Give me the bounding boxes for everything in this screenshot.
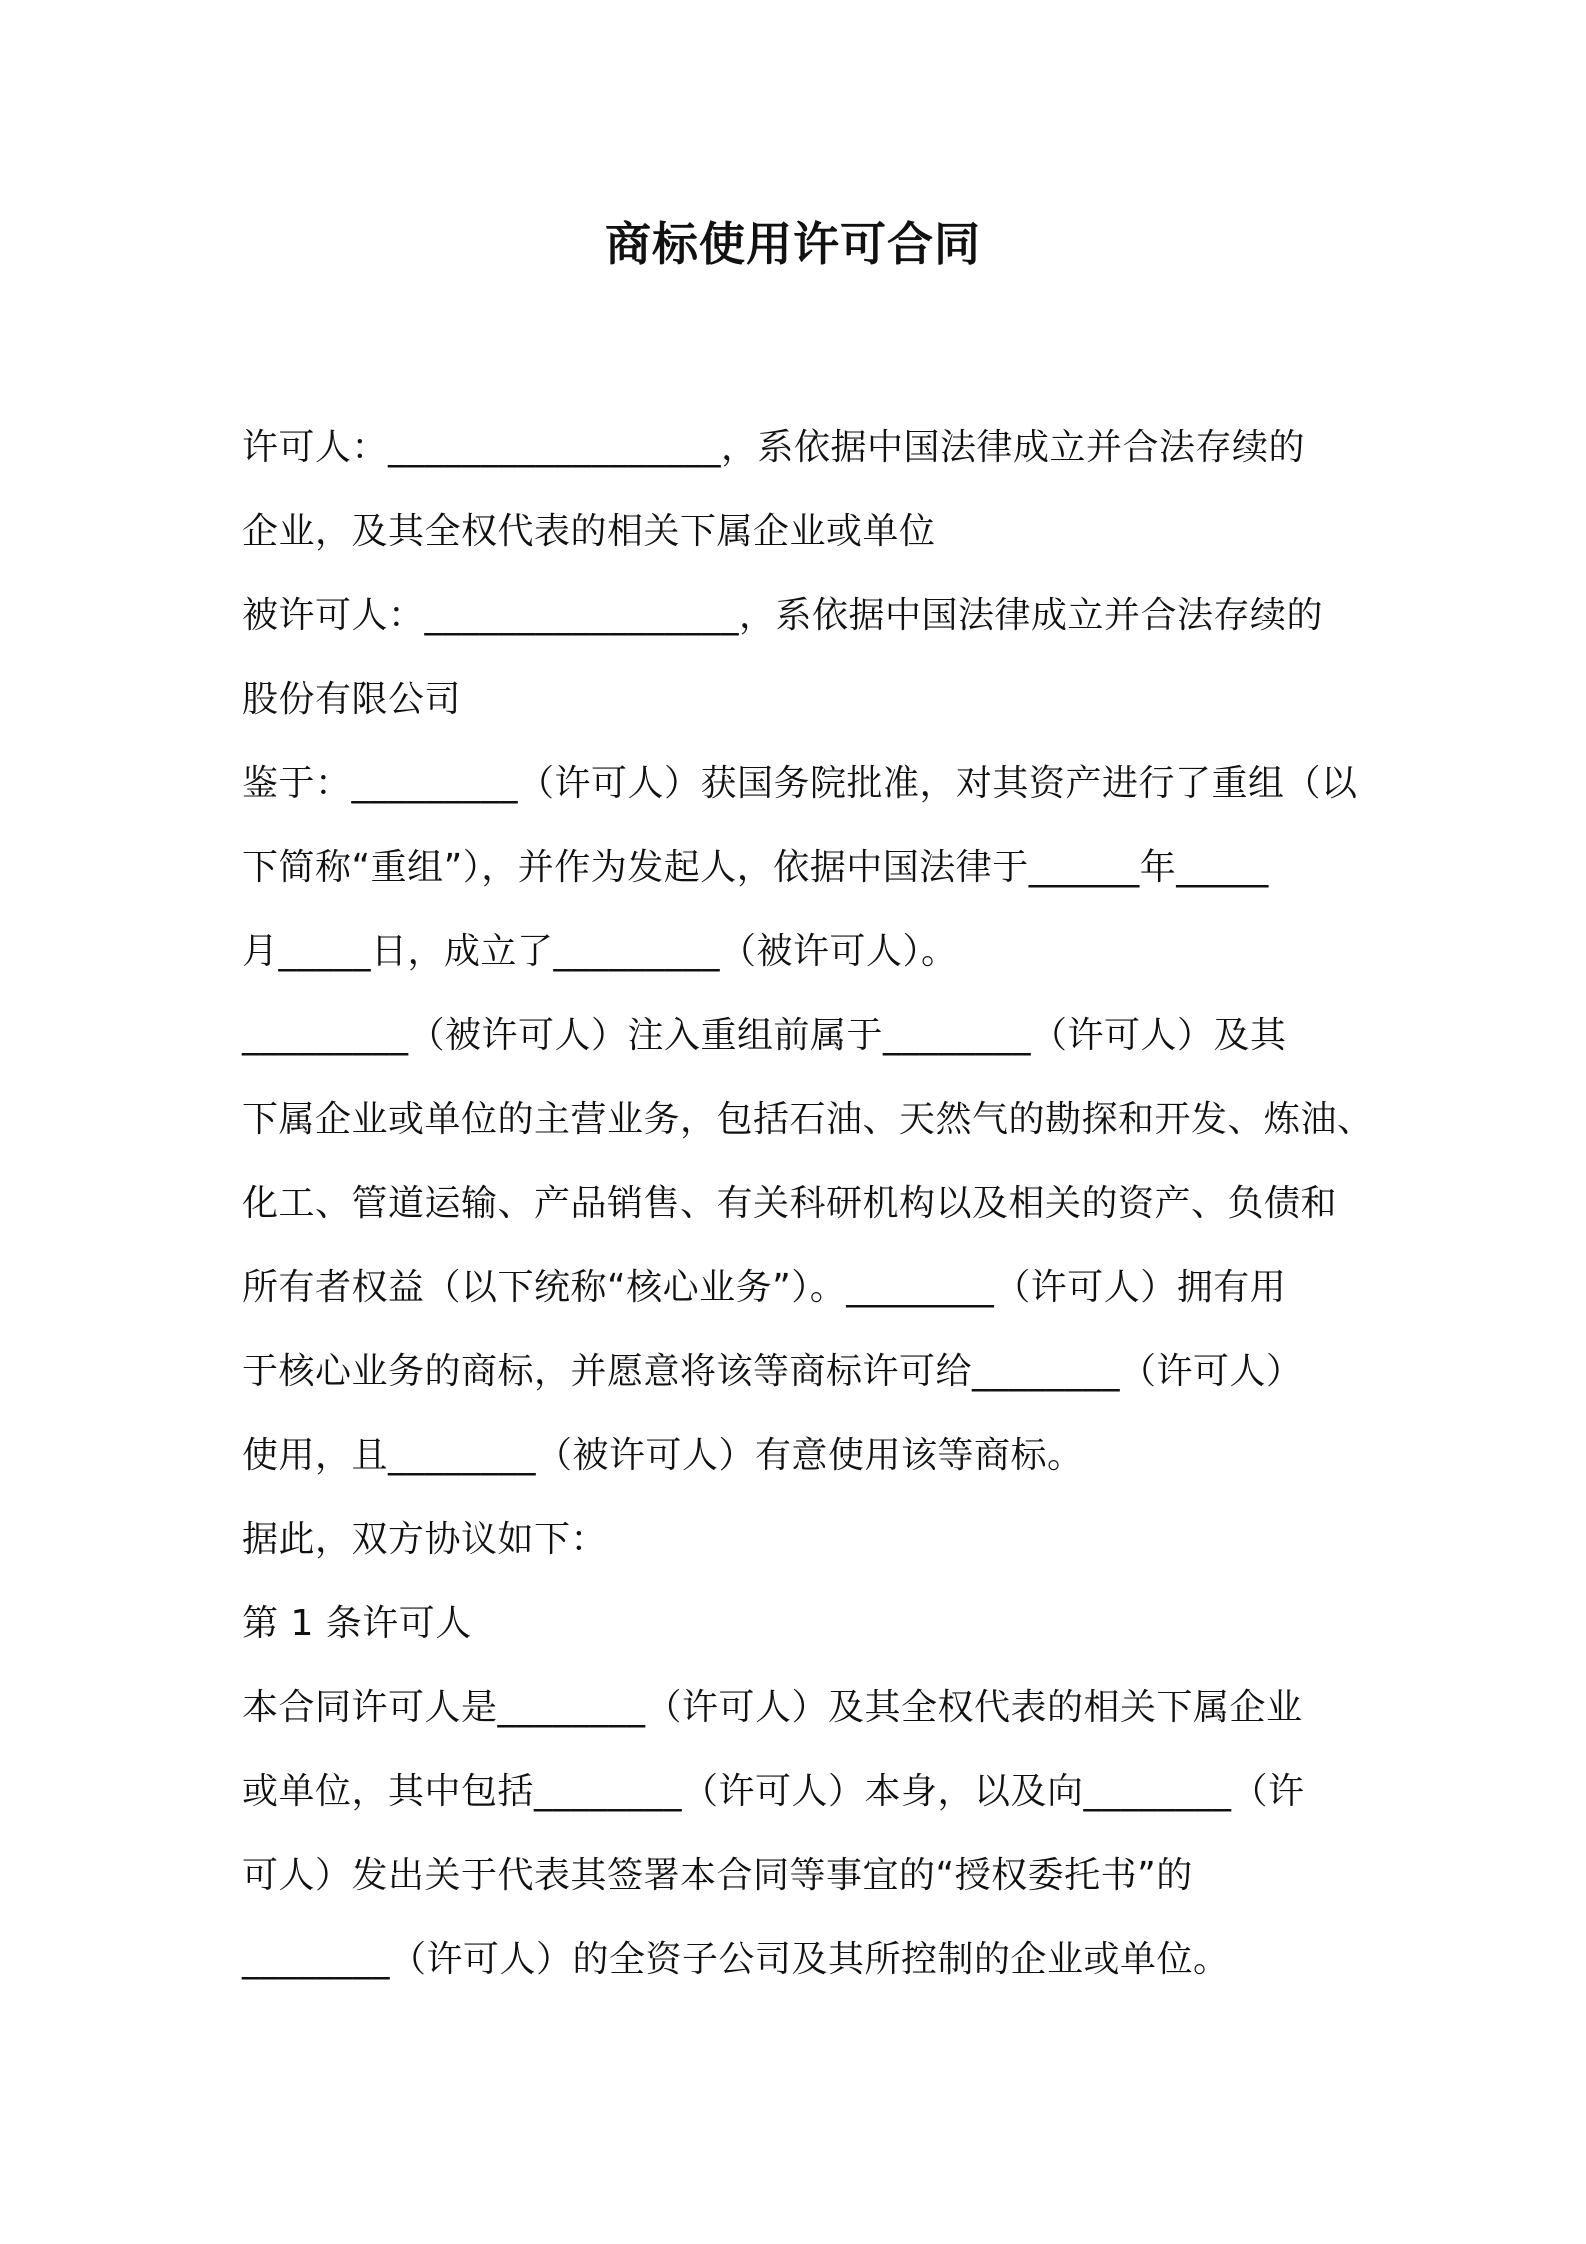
paragraph-line: 下简称“重组”），并作为发起人，依据中国法律于______年_____	[242, 847, 1269, 888]
paragraph-line: 使用，且________（被许可人）有意使用该等商标。	[242, 1435, 1084, 1476]
paragraph-line: 本合同许可人是________（许可人）及其全权代表的相关下属企业	[242, 1687, 1303, 1728]
section-heading: 第 1 条许可人	[242, 1603, 472, 1644]
paragraph-line: 许可人：__________________，系依据中国法律成立并合法存续的	[242, 427, 1306, 468]
paragraph-line: 于核心业务的商标，并愿意将该等商标许可给________（许可人）	[242, 1351, 1303, 1392]
paragraph-line: 可人）发出关于代表其签署本合同等事宜的“授权委托书”的	[242, 1855, 1193, 1896]
paragraph-line: 鉴于：_________（许可人）获国务院批准，对其资产进行了重组（以	[242, 763, 1358, 804]
paragraph-line: 据此，双方协议如下：	[242, 1519, 608, 1560]
paragraph-line: 被许可人：_________________，系依据中国法律成立并合法存续的	[242, 595, 1324, 636]
paragraph-line: 企业，及其全权代表的相关下属企业或单位	[242, 511, 936, 552]
paragraph-line: _________（被许可人）注入重组前属于________（许可人）及其	[242, 1015, 1287, 1056]
paragraph-line: ________（许可人）的全资子公司及其所控制的企业或单位。	[242, 1939, 1230, 1980]
document-body	[242, 406, 1374, 2002]
document-title: 商标使用许可合同	[605, 217, 981, 271]
paragraph-line: 所有者权益（以下统称“核心业务”）。________（许可人）拥有用	[242, 1267, 1287, 1308]
paragraph-line: 月_____日，成立了_________（被许可人）。	[242, 931, 958, 972]
paragraph-line: 股份有限公司	[242, 679, 462, 720]
paragraph-line: 或单位，其中包括________（许可人）本身，以及向________（许	[242, 1771, 1305, 1812]
paragraph-line: 化工、管道运输、产品销售、有关科研机构以及相关的资产、负债和	[242, 1183, 1338, 1224]
paragraph-line: 下属企业或单位的主营业务，包括石油、天然气的勘探和开发、炼油、	[242, 1099, 1374, 1140]
